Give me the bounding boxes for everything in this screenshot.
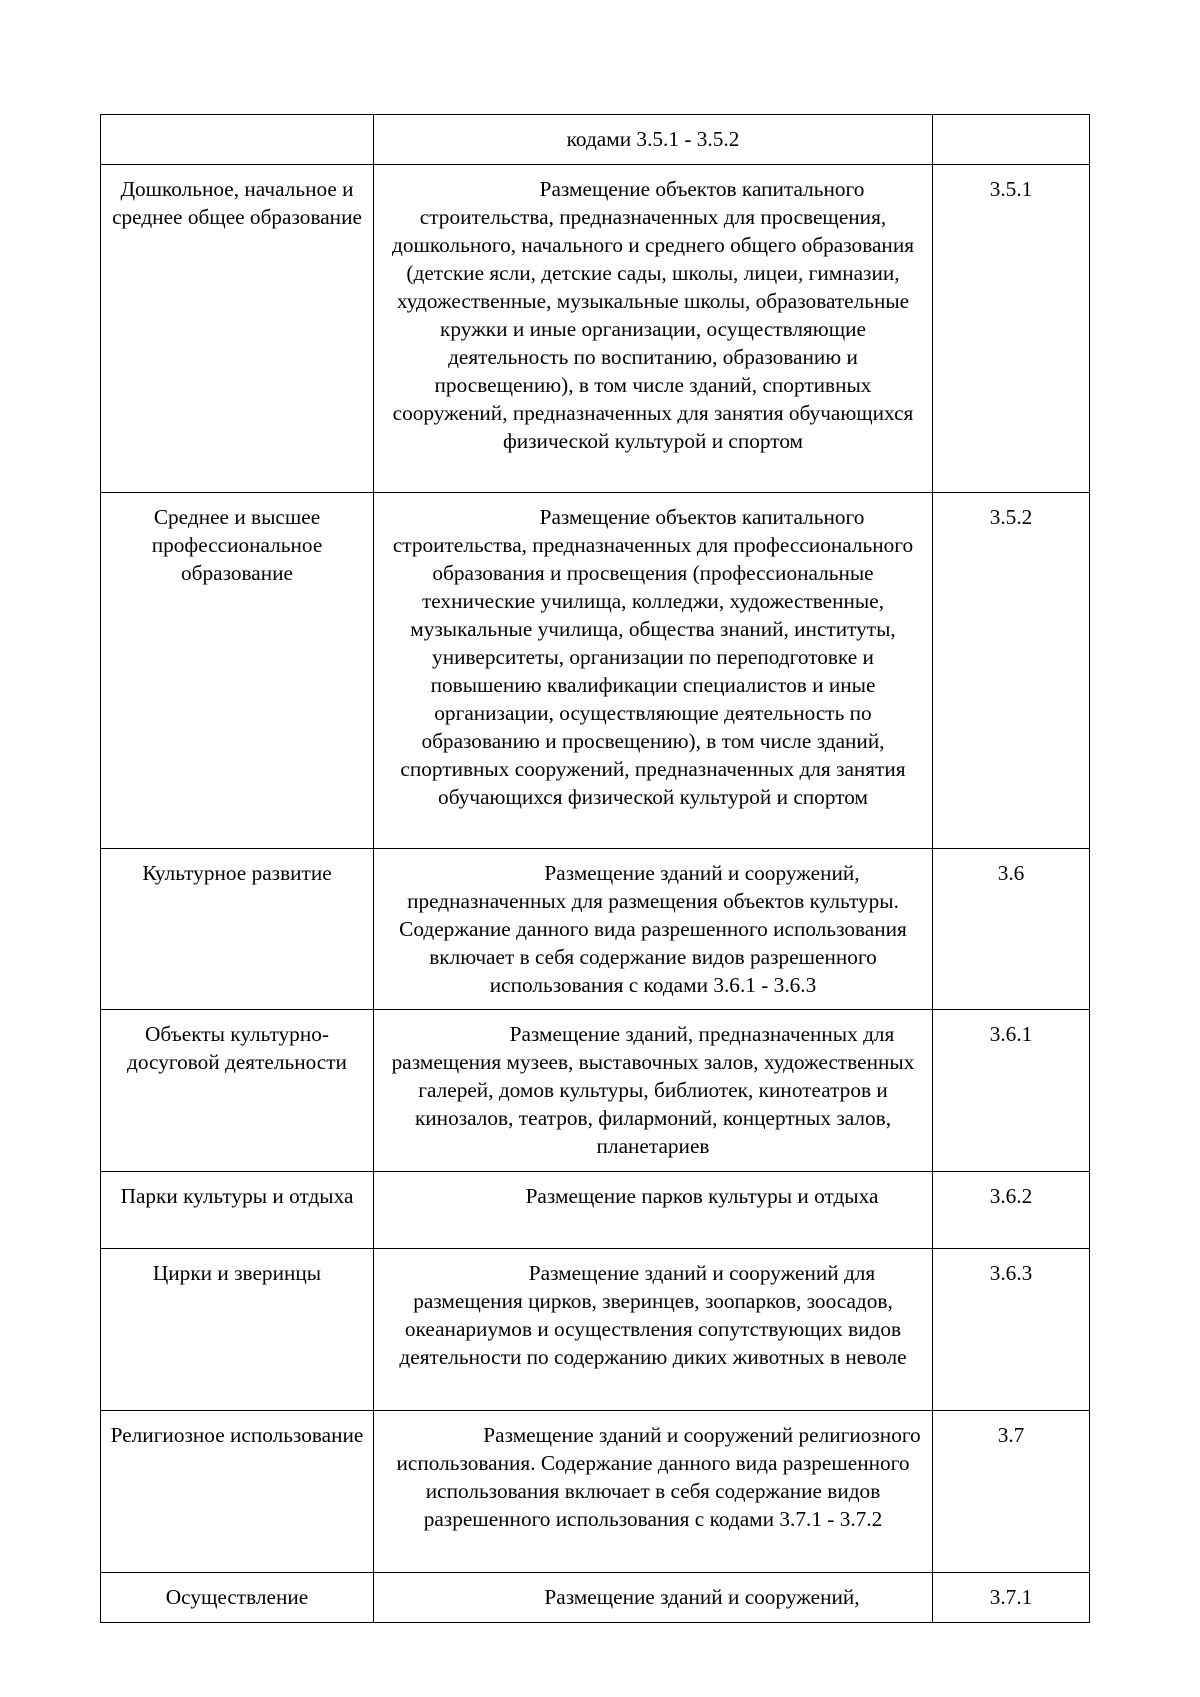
table-row xyxy=(101,1010,1090,1172)
table-row xyxy=(101,115,1090,165)
land-use-code-cell: 3.5.2 xyxy=(933,493,1090,849)
land-use-name-cell xyxy=(101,115,374,165)
table-row xyxy=(101,849,1090,1010)
land-use-name-cell: Среднее и высшее профессиональное образование xyxy=(101,493,374,849)
land-use-name-cell: Осуществление xyxy=(101,1573,374,1623)
table-row xyxy=(101,1411,1090,1573)
land-use-description-cell: Размещение зданий и сооружений для размещения цирков, зверинцев, зоопарков, зоосадов, океанариумов и осуществления сопутствующих видов деятельности по содержанию диких животных в неволе xyxy=(374,1249,933,1411)
land-use-description-cell: Размещение зданий и сооружений, xyxy=(374,1573,933,1623)
land-use-code-cell: 3.7.1 xyxy=(933,1573,1090,1623)
land-use-description-cell: кодами 3.5.1 - 3.5.2 xyxy=(374,115,933,165)
table-body xyxy=(101,115,1090,1623)
land-use-name-cell: Парки культуры и отдыха xyxy=(101,1172,374,1249)
land-use-name-cell: Дошкольное, начальное и среднее общее образование xyxy=(101,165,374,493)
table-row xyxy=(101,165,1090,493)
land-use-code-cell: 3.5.1 xyxy=(933,165,1090,493)
land-use-name-cell: Религиозное использование xyxy=(101,1411,374,1573)
document-table xyxy=(100,114,1090,1623)
table-row xyxy=(101,1249,1090,1411)
table-row xyxy=(101,493,1090,849)
land-use-code-cell xyxy=(933,115,1090,165)
land-use-name-cell: Культурное развитие xyxy=(101,849,374,1010)
land-use-code-cell: 3.6.3 xyxy=(933,1249,1090,1411)
land-use-description-cell: Размещение объектов капитального строительства, предназначенных для просвещения, дошкольного, начального и среднего общего образования (детские ясли, детские сады, школы, лицеи, гимназии, художественные, музыкальные школы, образовательные кружки и иные организации, осуществляющие деятельность по воспитанию, образованию и просвещению), в том числе зданий, спортивных сооружений, предназначенных для занятия обучающихся физической культурой и спортом xyxy=(374,165,933,493)
land-use-code-cell: 3.6 xyxy=(933,849,1090,1010)
land-use-code-cell: 3.6.1 xyxy=(933,1010,1090,1172)
land-use-description-cell: Размещение зданий и сооружений, предназначенных для размещения объектов культуры. Содержание данного вида разрешенного использования включает в себя содержание видов разрешенного использования с кодами 3.6.1 - 3.6.3 xyxy=(374,849,933,1010)
land-use-description-cell: Размещение парков культуры и отдыха xyxy=(374,1172,933,1249)
land-use-name-cell: Цирки и зверинцы xyxy=(101,1249,374,1411)
land-use-description-cell: Размещение объектов капитального строительства, предназначенных для профессионального образования и просвещения (профессиональные технические училища, колледжи, художественные, музыкальные училища, общества знаний, институты, университеты, организации по переподготовке и повышению квалификации специалистов и иные организации, осуществляющие деятельность по образованию и просвещению), в том числе зданий, спортивных сооружений, предназначенных для занятия обучающихся физической культурой и спортом xyxy=(374,493,933,849)
land-use-code-cell: 3.7 xyxy=(933,1411,1090,1573)
table-row xyxy=(101,1573,1090,1623)
table-row xyxy=(101,1172,1090,1249)
land-use-name-cell: Объекты культурно-досуговой деятельности xyxy=(101,1010,374,1172)
land-use-description-cell: Размещение зданий, предназначенных для размещения музеев, выставочных залов, художественных галерей, домов культуры, библиотек, кинотеатров и кинозалов, театров, филармоний, концертных залов, планетариев xyxy=(374,1010,933,1172)
land-use-description-cell: Размещение зданий и сооружений религиозного использования. Содержание данного вида разрешенного использования включает в себя содержание видов разрешенного использования с кодами 3.7.1 - 3.7.2 xyxy=(374,1411,933,1573)
land-use-code-cell: 3.6.2 xyxy=(933,1172,1090,1249)
